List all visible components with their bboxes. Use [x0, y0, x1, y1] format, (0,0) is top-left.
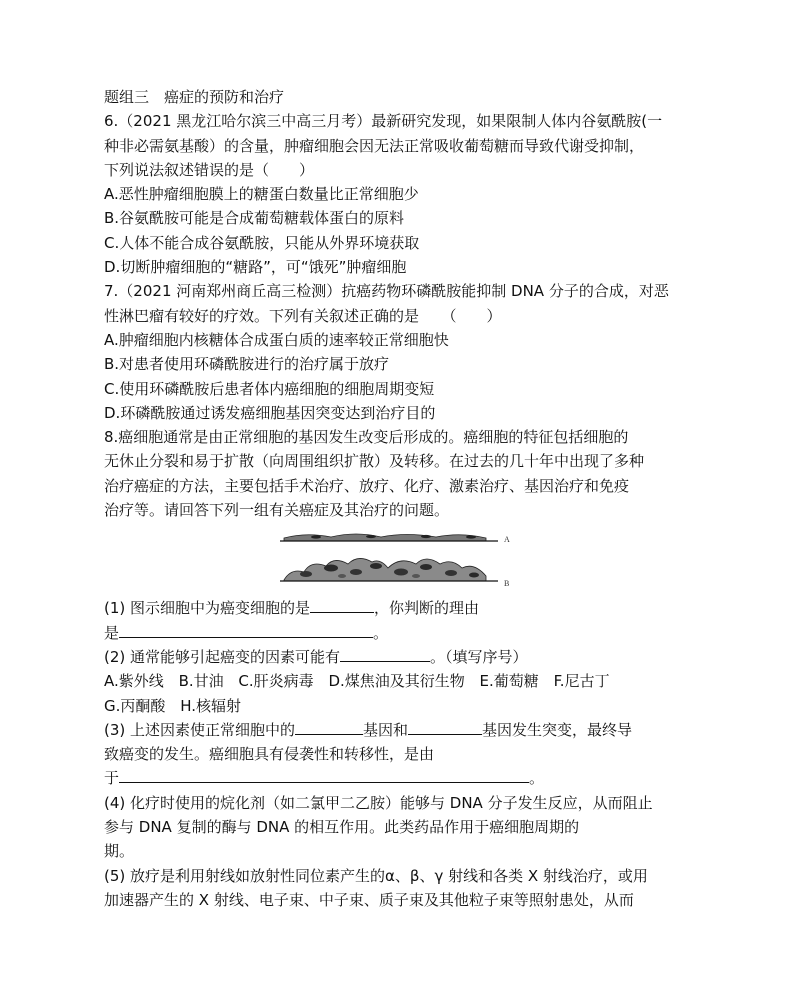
normal-cell-layer: [280, 534, 498, 541]
q7-option-c: C.使用环磷酰胺后患者体内癌细胞的细胞周期变短: [104, 379, 435, 398]
question-8: [104, 425, 714, 912]
q8-sub1-line1: (1) 图示细胞中为癌变细胞的是 ，你判断的理由: [104, 599, 480, 618]
q8-sub4-line: 参与 DNA 复制的酶与 DNA 的相互作用。此类药品作用于癌细胞周期的: [104, 818, 580, 837]
answer-blank[interactable]: [408, 720, 482, 735]
q6-option-c: C.人体不能合成谷氨酰胺，只能从外界环境获取: [104, 233, 420, 252]
q6-stem-line: 下列说法叙述错误的是（ ）: [104, 160, 315, 179]
answer-blank[interactable]: [310, 598, 374, 613]
q8-sub2-options-1: A.紫外线 B.甘油 C.肝炎病毒 D.煤焦油及其衍生物 E.葡萄糖 F.尼古丁: [104, 672, 610, 691]
question-6: [104, 109, 714, 279]
q7-option-d: D.环磷酰胺通过诱发癌细胞基因突变达到治疗目的: [104, 403, 436, 422]
q8-stem-line: 8.癌细胞通常是由正常细胞的基因发生改变后形成的。癌细胞的特征包括细胞的: [104, 428, 629, 447]
q8-sub2-options-2: G.丙酮酸 H.核辐射: [104, 696, 241, 715]
cell-layers-illustration: [276, 528, 516, 590]
answer-blank[interactable]: [340, 647, 430, 662]
q7-stem-line: 7.（2021 河南郑州商丘高三检测）抗癌药物环磷酰胺能抑制 DNA 分子的合成，对恶: [104, 282, 669, 301]
question-7: [104, 279, 714, 425]
q6-option-b: B.谷氨酰胺可能是合成葡萄糖载体蛋白的原料: [104, 209, 405, 228]
section-title: 题组三 癌症的预防和治疗: [104, 88, 285, 106]
q8-sub4-line: (4) 化疗时使用的烷化剂（如二氯甲二乙胺）能够与 DNA 分子发生反应，从而阻止: [104, 793, 653, 812]
cancer-cell-layer: [280, 559, 498, 582]
q7-option-a: A.肿瘤细胞内核糖体合成蛋白质的速率较正常细胞快: [104, 330, 449, 349]
q8-stem-line: 治疗癌症的方法，主要包括手术治疗、放疗、化疗、激素治疗、基因治疗和免疫: [104, 476, 630, 495]
q8-sub4-line: 期。: [104, 842, 135, 861]
q7-stem-line: 性淋巴瘤有较好的疗效。下列有关叙述正确的是 （ ）: [104, 306, 502, 325]
q8-sub2-line1: (2) 通常能够引起癌变的因素可能有 。（填写序号）: [104, 647, 528, 666]
q6-stem-line: 种非必需氨基酸）的含量，肿瘤细胞会因无法正常吸收葡萄糖而导致代谢受抑制，: [104, 136, 645, 155]
figure-label-a: A: [504, 535, 510, 545]
q6-option-d: D.切断肿瘤细胞的“糖路”，可“饿死”肿瘤细胞: [104, 258, 407, 277]
q8-sub3-line2: 致癌变的发生。癌细胞具有侵袭性和转移性，是由: [104, 745, 435, 764]
q8-sub5-line: (5) 放疗是利用射线如放射性同位素产生的α、β、γ 射线和各类 X 射线治疗，或用: [104, 866, 648, 885]
answer-blank[interactable]: [119, 768, 529, 783]
document-page: [104, 85, 714, 912]
answer-blank[interactable]: [119, 623, 373, 638]
q8-sub3-line3: 于 。: [104, 769, 545, 788]
q8-stem-line: 无休止分裂和易于扩散（向周围组织扩散）及转移。在过去的几十年中出现了多种: [104, 452, 645, 471]
q8-sub5-line: 加速器产生的 X 射线、电子束、中子束、质子束及其他粒子束等照射患处，从而: [104, 890, 634, 909]
q8-sub3-line1: (3) 上述因素使正常细胞中的 基因和 基因发生突变，最终导: [104, 720, 633, 739]
answer-blank[interactable]: [295, 720, 363, 735]
cell-figure: [104, 528, 714, 592]
q8-sub1-line2: 是 。: [104, 623, 389, 642]
q8-stem-line: 治疗等。请回答下列一组有关癌症及其治疗的问题。: [104, 501, 450, 520]
figure-label-b: B: [504, 579, 510, 589]
q6-stem-line: 6.（2021 黑龙江哈尔滨三中高三月考）最新研究发现，如果限制人体内谷氨酰胺(一: [104, 112, 663, 131]
q6-option-a: A.恶性肿瘤细胞膜上的糖蛋白数量比正常细胞少: [104, 185, 419, 204]
q7-option-b: B.对患者使用环磷酰胺进行的治疗属于放疗: [104, 355, 390, 374]
